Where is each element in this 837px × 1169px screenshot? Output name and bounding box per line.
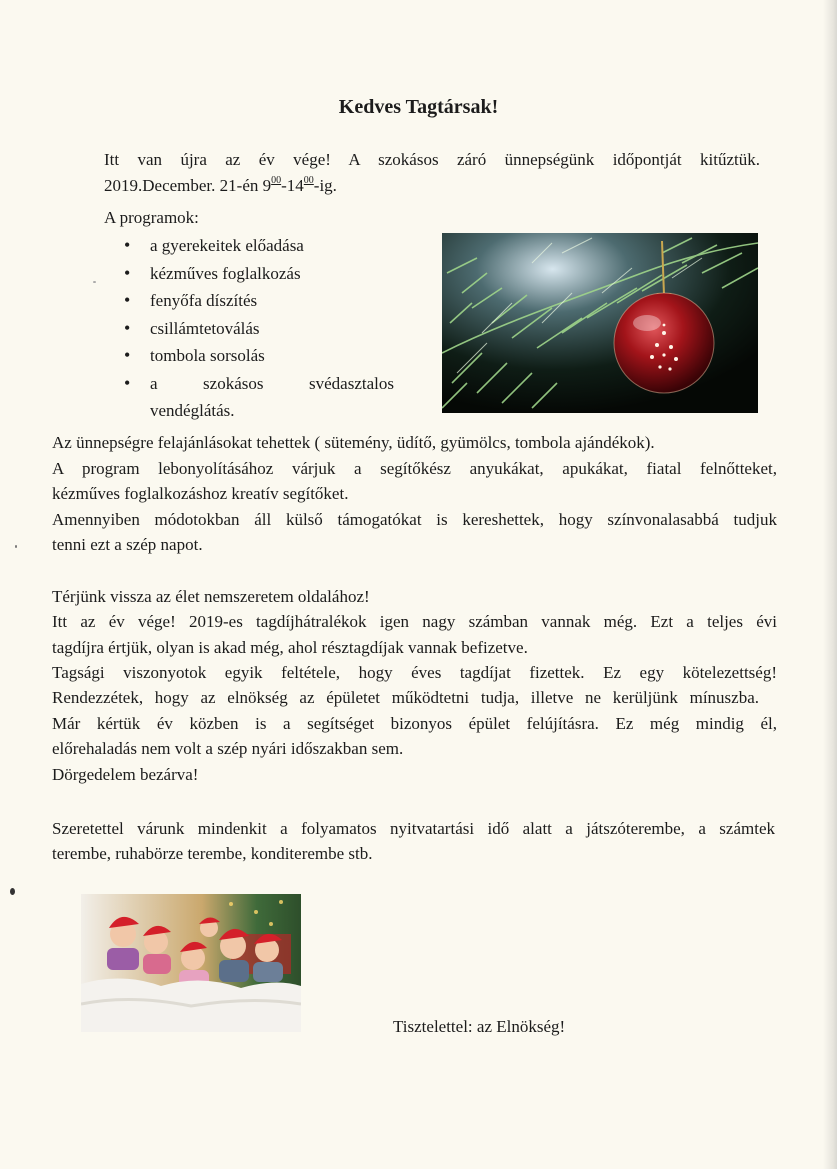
children-photo: [81, 894, 301, 1032]
paragraph-turn: Térjünk vissza az élet nemszeretem oldalához!: [52, 587, 370, 606]
intro-line: Itt van újra az év vége! A szokásos záró ünnepségünk időpontját kitűztük.: [104, 150, 760, 169]
programs-list: [104, 232, 394, 424]
event-date: [104, 174, 337, 198]
paragraph-donations: Az ünnepségre felajánlásokat tehettek ( sütemény, üdítő, gyümölcs, tombola ajándékok).: [52, 433, 655, 452]
paragraph-helpers: A program lebonyolításához várjuk a segítőkész anyukákat, apukákat, fiatal felnőtteket,: [52, 459, 777, 478]
paragraph-fees-cont: tagdíjra értjük, olyan is akad még, ahol résztagdíjak vannak befizetve.: [52, 638, 528, 657]
paragraph-welcome: Szeretettel várunk mindenkit a folyamatos nyitvatartási idő alatt a játszóterembe, a számtek: [52, 819, 775, 838]
signature: Tisztelettel: az Elnökség!: [393, 1017, 566, 1036]
paragraph-helpers-cont: kézműves foglalkozáshoz kreatív segítőket.: [52, 484, 349, 503]
program-item: • csillámtetoválás: [104, 315, 394, 343]
paragraph-membership: Tagsági viszonyotok egyik feltétele, hogy éves tagdíjat fizettek. Ez egy kötelezettség!: [52, 663, 777, 682]
paragraph-membership-cont: Rendezzétek, hogy az elnökség az épületet működtetni tudja, illetve ne kerüljünk mínuszba.: [52, 688, 759, 707]
scan-speck: [15, 545, 17, 548]
christmas-ornament-image: [442, 233, 758, 413]
program-item: • kézműves foglalkozás: [104, 260, 394, 288]
paragraph-welcome-cont: terembe, ruhabörze terembe, konditerembe stb.: [52, 844, 373, 863]
scan-edge: [823, 0, 837, 1169]
paragraph-closing: Dörgedelem bezárva!: [52, 765, 199, 784]
paragraph-fees: Itt az év vége! 2019-es tagdíjhátralékok igen nagy számban vannak még. Ezt a teljes évi: [52, 612, 777, 631]
end-time-sup: 00: [303, 175, 314, 186]
date-prefix: 2019.December. 21-én 9: [104, 176, 272, 195]
date-mid: -14: [281, 176, 304, 195]
program-item: • a gyerekeitek előadása: [104, 232, 394, 260]
programs-heading: A programok:: [104, 208, 199, 227]
program-item: • a szokásos svédasztalos vendéglátás.: [104, 370, 394, 424]
page-title: Kedves Tagtársak!: [338, 96, 499, 118]
paragraph-renovation-cont: előrehaladás nem volt a szép nyári időszakban sem.: [52, 739, 404, 758]
date-suffix: -ig.: [313, 176, 337, 195]
paragraph-sponsors: Amennyiben módotokban áll külső támogatókat is kereshettek, hogy színvonalasabbá tudjuk: [52, 510, 777, 529]
program-item: • tombola sorsolás: [104, 342, 394, 370]
scan-speck: [10, 888, 15, 895]
start-time-sup: 00: [271, 175, 282, 186]
paragraph-renovation: Már kértük év közben is a segítséget bizonyos épület felújításra. Ez még mindig él,: [52, 714, 777, 733]
paragraph-sponsors-cont: tenni ezt a szép napot.: [52, 535, 203, 554]
scan-speck: [93, 281, 96, 283]
program-item: • fenyőfa díszítés: [104, 287, 394, 315]
